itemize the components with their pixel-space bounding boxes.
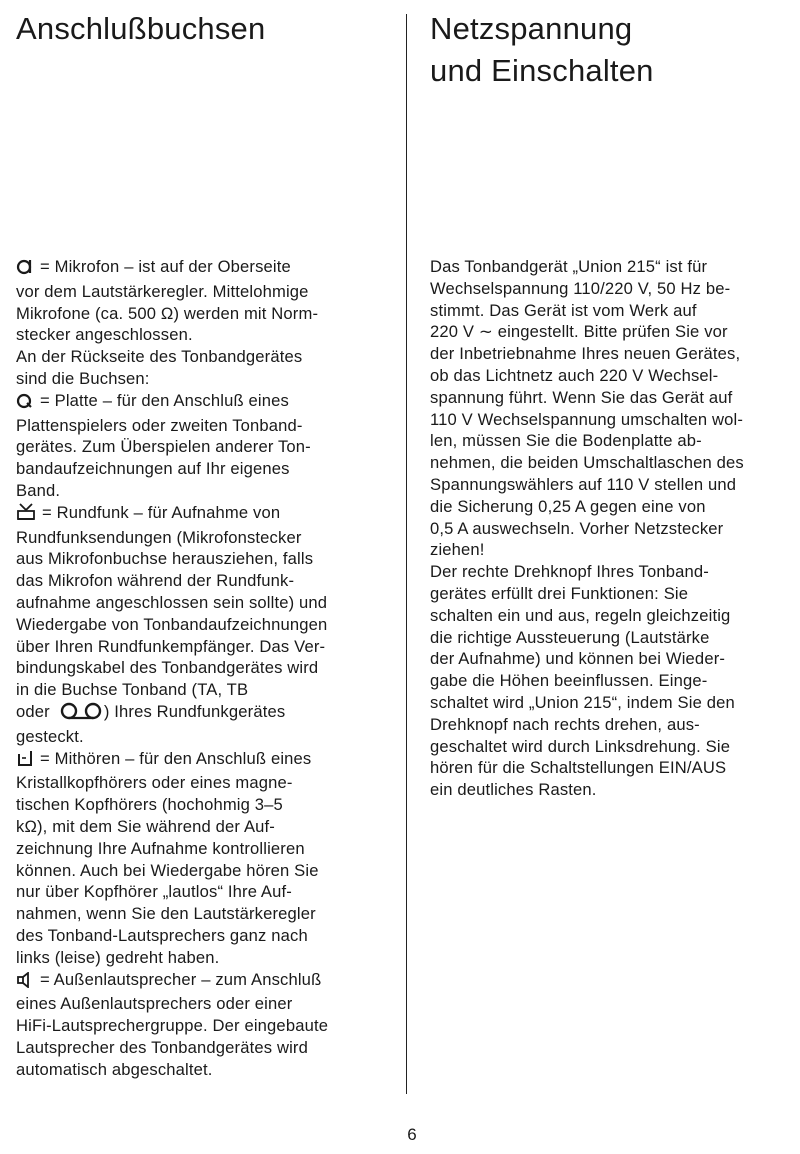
text-line xyxy=(16,592,328,614)
text-line xyxy=(430,452,744,474)
text-line xyxy=(430,670,744,692)
line-text: der Aufnahme) und können bei Wieder- xyxy=(430,649,726,669)
text-line xyxy=(430,736,744,758)
line-text: in die Buchse Tonband (TA, TB xyxy=(16,680,249,700)
line-text: die richtige Aussteuerung (Lautstärke xyxy=(430,627,710,647)
line-text: 110 V Wechselspannung umschalten wol- xyxy=(430,409,744,429)
line-text: oder xyxy=(16,701,50,721)
line-text: gerätes erfüllt drei Funktionen: Sie xyxy=(430,583,689,603)
text-line xyxy=(430,365,744,387)
line-text: zeichnung Ihre Aufnahme kontrollieren xyxy=(16,838,305,858)
line-text: Das Tonbandgerät „Union 215“ ist für xyxy=(430,257,708,276)
text-line xyxy=(430,648,744,670)
line-text: gerätes. Zum Überspielen anderer Ton- xyxy=(16,437,311,457)
line-text: Wechselspannung 110/220 V, 50 Hz be- xyxy=(430,278,731,298)
line-text: = Mithören – für den Anschluß eines xyxy=(40,748,312,768)
text-line xyxy=(16,903,328,925)
text-line xyxy=(16,925,328,947)
line-text: der Inbetriebnahme Ihres neuen Gerätes, xyxy=(430,344,741,364)
line-text: Band. xyxy=(16,480,61,500)
line-text: Mikrofone (ca. 500 Ω) werden mit Norm- xyxy=(16,303,319,323)
section-heading-mains-voltage xyxy=(430,8,790,92)
line-text: schaltet wird „Union 215“, indem Sie den xyxy=(430,692,735,712)
text-line xyxy=(16,947,328,969)
line-text: die Sicherung 0,25 A gegen eine von xyxy=(430,496,706,516)
text-line xyxy=(16,415,328,437)
text-line xyxy=(430,430,744,452)
line-text: links (leise) gedreht haben. xyxy=(16,947,220,967)
heading-line-2: und Einschalten xyxy=(430,53,654,88)
text-line xyxy=(16,838,328,860)
text-line xyxy=(16,303,328,325)
line-text: nahmen, wenn Sie den Lautstärkeregler xyxy=(16,904,316,924)
line-text: eines Außenlautsprechers oder einer xyxy=(16,994,293,1014)
text-line xyxy=(16,480,328,502)
line-text: = Mikrofon – ist auf der Oberseite xyxy=(40,257,291,276)
line-text: Lautsprecher des Tonbandgerätes wird xyxy=(16,1037,308,1057)
line-text: stimmt. Das Gerät ist vom Werk auf xyxy=(430,300,697,320)
text-line xyxy=(16,281,328,303)
text-line xyxy=(430,692,744,714)
text-line xyxy=(430,300,744,322)
line-text: = Platte – für den Anschluß eines xyxy=(40,390,289,410)
page-number: 6 xyxy=(407,1125,417,1144)
line-text: HiFi-Lautsprechergruppe. Der eingebaute xyxy=(16,1016,329,1036)
line-text: geschaltet wird durch Linksdrehung. Sie xyxy=(430,736,731,756)
text-line xyxy=(16,794,328,816)
line-text: gabe die Höhen beeinflussen. Einge- xyxy=(430,671,708,691)
line-text: ziehen! xyxy=(430,540,485,560)
text-line xyxy=(430,518,744,540)
line-text: bandaufzeichnungen auf Ihr eigenes xyxy=(16,459,290,479)
line-text: stecker angeschlossen. xyxy=(16,325,193,345)
text-line xyxy=(430,779,744,801)
text-line xyxy=(16,860,328,882)
text-line xyxy=(430,605,744,627)
line-text: automatisch abgeschaltet. xyxy=(16,1059,213,1079)
column-divider xyxy=(406,14,407,1094)
text-line xyxy=(16,436,328,458)
text-line xyxy=(16,458,328,480)
text-line xyxy=(16,657,328,679)
line-text: An der Rückseite des Tonbandgerätes xyxy=(16,347,303,367)
heading-line-1: Netzspannung xyxy=(430,11,633,46)
text-line xyxy=(430,256,744,278)
line-text: = Rundfunk – für Aufnahme von xyxy=(42,502,281,522)
text-line xyxy=(16,527,328,549)
text-line xyxy=(16,993,328,1015)
microphone-jack-icon xyxy=(16,257,34,281)
line-text: bindungskabel des Tonbandgerätes wird xyxy=(16,658,319,678)
line-text: nehmen, die beiden Umschaltlaschen des xyxy=(430,453,744,473)
text-line xyxy=(430,496,744,518)
radio-antenna-icon xyxy=(16,503,36,527)
text-line xyxy=(430,321,744,343)
text-line xyxy=(16,748,328,773)
line-text: 220 V ∼ eingestellt. Bitte prüfen Sie vor xyxy=(430,322,728,342)
line-text: ob das Lichtnetz auch 220 V Wechsel- xyxy=(430,365,719,385)
text-line xyxy=(16,816,328,838)
line-text: Plattenspielers oder zweiten Tonband- xyxy=(16,415,303,435)
text-line xyxy=(430,474,744,496)
line-text: Kristallkopfhörers oder eines magne- xyxy=(16,773,293,793)
text-line xyxy=(430,627,744,649)
text-line xyxy=(430,583,744,605)
text-line xyxy=(16,324,328,346)
line-text: kΩ), mit dem Sie während der Auf- xyxy=(16,816,275,836)
line-text: können. Auch bei Wiedergabe hören Sie xyxy=(16,860,319,880)
text-line xyxy=(16,726,328,748)
text-line xyxy=(16,969,328,994)
text-line xyxy=(16,772,328,794)
line-text: tischen Kopfhörers (hochohmig 3–5 xyxy=(16,795,283,815)
record-player-jack-icon xyxy=(16,391,34,415)
text-line xyxy=(430,561,744,583)
line-text: schalten ein und aus, regeln gleichzeitig xyxy=(430,605,731,625)
text-line xyxy=(16,1059,328,1081)
line-text: Drehknopf nach rechts drehen, aus- xyxy=(430,714,700,734)
connectors-text xyxy=(16,256,328,1080)
text-line xyxy=(16,548,328,570)
line-text: über Ihren Rundfunkempfänger. Das Ver- xyxy=(16,636,326,656)
line-text: aus Mikrofonbuchse herausziehen, falls xyxy=(16,549,314,569)
line-text: vor dem Lautstärkeregler. Mittelohmige xyxy=(16,281,309,301)
line-text: ein deutliches Rasten. xyxy=(430,780,597,800)
text-line xyxy=(430,409,744,431)
loudspeaker-icon xyxy=(16,972,34,994)
line-text-after: ) Ihres Rundfunkgerätes xyxy=(103,701,286,721)
text-line xyxy=(430,539,744,561)
text-line xyxy=(16,1037,328,1059)
line-text: Wiedergabe von Tonbandaufzeichnungen xyxy=(16,614,328,634)
text-line xyxy=(16,570,328,592)
line-text: aufnahme angeschlossen sein sollte) und xyxy=(16,592,328,612)
text-line xyxy=(16,881,328,903)
section-heading-connectors: Anschlußbuchsen xyxy=(16,11,266,46)
text-line xyxy=(16,368,328,390)
text-line xyxy=(16,679,328,701)
line-text: Spannungswählers auf 110 V stellen und xyxy=(430,474,737,494)
line-text: len, müssen Sie die Bodenplatte ab- xyxy=(430,431,702,451)
text-line xyxy=(430,278,744,300)
text-line xyxy=(430,714,744,736)
line-text: sind die Buchsen: xyxy=(16,368,150,388)
line-text: nur über Kopfhörer „lautlos“ Ihre Auf- xyxy=(16,882,292,902)
line-text: Der rechte Drehknopf Ihres Tonband- xyxy=(430,562,709,582)
text-line xyxy=(16,614,328,636)
line-text: 0,5 A auswechseln. Vorher Netzstecker xyxy=(430,518,724,538)
line-text: des Tonband-Lautsprechers ganz nach xyxy=(16,925,308,945)
headphone-jack-icon xyxy=(16,749,34,773)
text-line xyxy=(430,387,744,409)
line-text: das Mikrofon während der Rundfunk- xyxy=(16,571,295,591)
text-line xyxy=(16,256,328,281)
text-line xyxy=(430,757,744,779)
mains-voltage-text xyxy=(430,256,744,801)
text-line xyxy=(16,636,328,658)
line-text: gesteckt. xyxy=(16,726,84,746)
line-text: Rundfunksendungen (Mikrofonstecker xyxy=(16,527,302,547)
text-line xyxy=(16,346,328,368)
text-line xyxy=(16,390,328,415)
text-line xyxy=(430,343,744,365)
line-text: spannung führt. Wenn Sie das Gerät auf xyxy=(430,387,733,407)
text-line xyxy=(16,1015,328,1037)
text-line xyxy=(16,502,328,527)
line-text: hören für die Schaltstellungen EIN/AUS xyxy=(430,758,727,778)
tape-reels-icon xyxy=(58,702,104,726)
text-line xyxy=(16,701,328,726)
line-text: = Außenlautsprecher – zum Anschluß xyxy=(40,969,322,989)
